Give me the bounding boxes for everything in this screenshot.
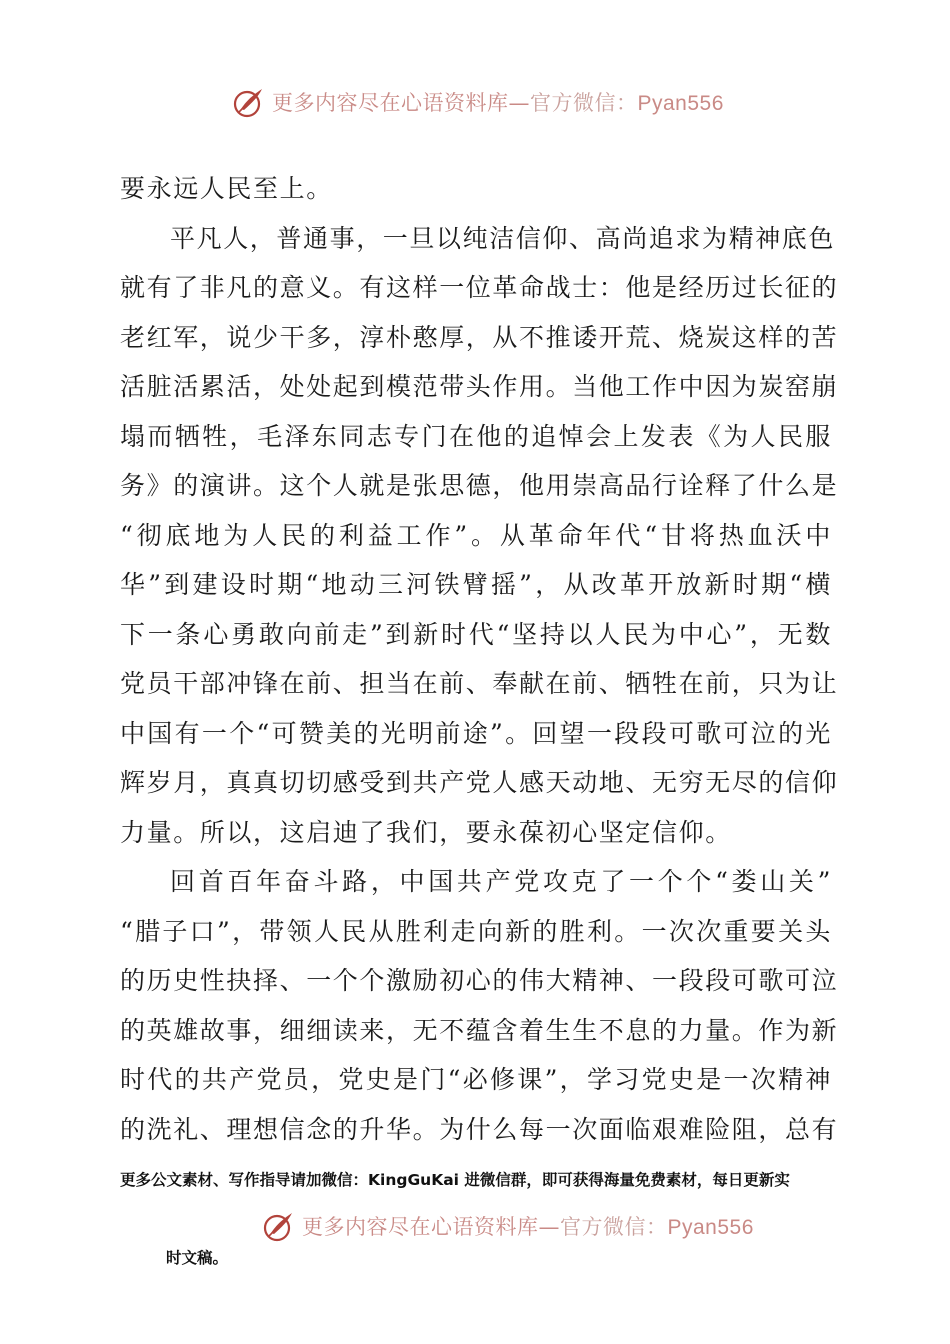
text-line: “彻底地为人民的利益工作”。从革命年代“甘将热血沃中 — [120, 520, 832, 550]
text-line: 回首百年奋斗路，中国共产党攻克了一个个“娄山关” — [170, 867, 832, 896]
text-line: 活脏活累活，处处起到模范带头作用。当他工作中因为炭窑崩 — [120, 372, 839, 401]
quill-logo-icon — [262, 1209, 296, 1243]
watermark-dash: — — [538, 1215, 560, 1239]
text-line: 的英雄故事，细细读来，无不蕴含着生生不息的力量。作为新 — [120, 1015, 839, 1045]
text-line: 老红军，说少干多，淳朴憨厚，从不推诿开荒、烧炭这样的苦 — [120, 322, 839, 352]
watermark-wechat-label: 官方微信： — [560, 1215, 668, 1239]
watermark-site: 更多内容尽在心语资料库 — [302, 1215, 539, 1239]
text-line: 的洗礼、理想信念的升华。为什么每一次面临艰难险阻，总有 — [120, 1114, 839, 1144]
watermark-wechat-id: Pyan556 — [667, 1216, 754, 1239]
text-line: 的历史性抉择、一个个激励初心的伟大精神、一段段可歌可泣 — [120, 966, 839, 995]
quill-logo-icon — [232, 85, 266, 119]
watermark-wechat-id: Pyan556 — [637, 92, 724, 115]
watermark-footer — [262, 1206, 754, 1246]
watermark-text — [272, 87, 724, 117]
footer-tail: 时文稿。 — [166, 1249, 229, 1267]
text-line: 华”到建设时期“地动三河铁臂摇”，从改革开放新时期“横 — [120, 570, 832, 599]
text-line: 平凡人，普通事，一旦以纯洁信仰、高尚追求为精神底色 — [170, 223, 836, 253]
text-line: 要永远人民至上。 — [120, 174, 333, 203]
text-line: 就有了非凡的意义。有这样一位革命战士：他是经历过长征的 — [120, 273, 839, 302]
text-line: 党员干部冲锋在前、担当在前、奉献在前、牺牲在前，只为让 — [120, 669, 839, 698]
text-line: 时代的共产党员，党史是门“必修课”，学习党史是一次精神 — [120, 1065, 832, 1094]
text-line: 下一条心勇敢向前走”到新时代“坚持以人民为中心”，无数 — [120, 619, 832, 649]
text-line: “腊子口”，带领人民从胜利走向新的胜利。一次次重要关头 — [120, 916, 832, 946]
watermark-dash: — — [508, 91, 530, 115]
watermark-wechat-label: 官方微信： — [530, 91, 638, 115]
watermark-site: 更多内容尽在心语资料库 — [272, 91, 509, 115]
text-line: 辉岁月，真真切切感受到共产党人感天动地、无穷无尽的信仰 — [120, 768, 839, 797]
footer-note: 更多公文素材、写作指导请加微信：KingGuKai 进微信群，即可获得海量免费素材，每日更新实 — [120, 1171, 790, 1189]
text-line: 塌而牺牲，毛泽东同志专门在他的追悼会上发表《为人民服 — [120, 421, 832, 451]
watermark-header — [232, 82, 724, 122]
text-line: 务》的演讲。这个人就是张思德，他用崇高品行诠释了什么是 — [120, 471, 839, 500]
document-body — [120, 164, 839, 1154]
watermark-text — [302, 1211, 754, 1241]
text-line: 力量。所以，这启迪了我们，要永葆初心坚定信仰。 — [120, 817, 732, 847]
text-line: 中国有一个“可赞美的光明前途”。回望一段段可歌可泣的光 — [120, 718, 832, 748]
